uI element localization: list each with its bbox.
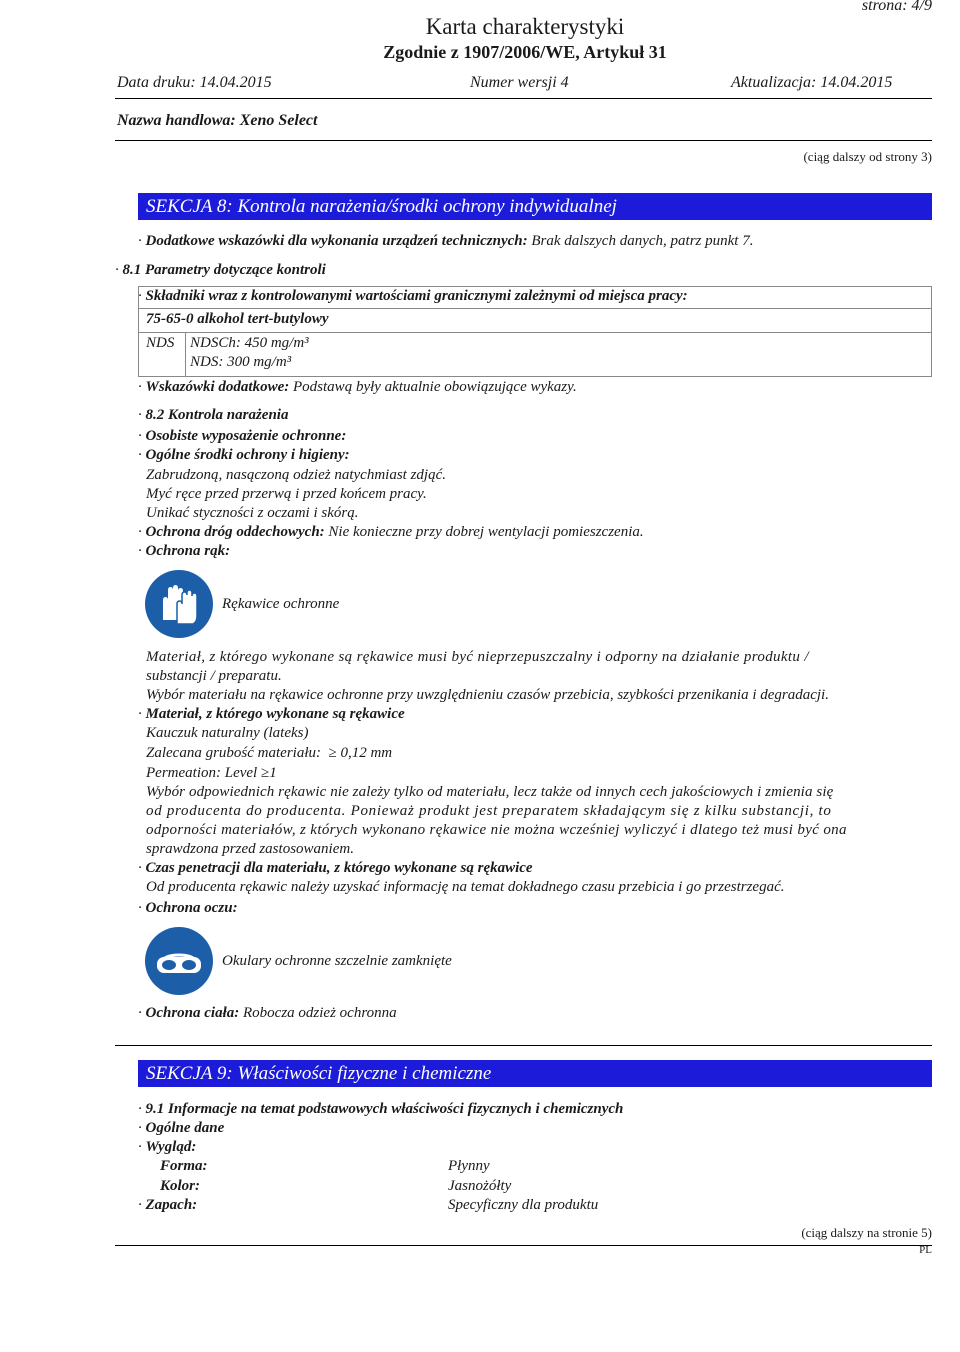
color-label: Kolor: — [160, 1178, 201, 1194]
appearance-label: · Wygląd: — [138, 1139, 197, 1155]
material-text-1: Materiał, z którego wykonane są rękawice musi być nieprzepuszczalny i odporny na działanie produktu / — [146, 649, 809, 665]
general-data-label: · Ogólne dane — [138, 1120, 225, 1136]
additional-hints-label: Dodatkowe wskazówki dla wykonania urządzeń technicznych: — [145, 233, 528, 249]
subsection-8-1: · 8.1 Parametry dotyczące kontroli — [115, 262, 326, 278]
trade-name-divider — [115, 140, 932, 141]
box-divider-2 — [138, 332, 932, 333]
ndsch-value: NDSCh: 450 mg/m³ — [190, 335, 309, 351]
material-text-3: Wybór materiału na rękawice ochronne przy uwzględnieniu czasów przebicia, szybkości przenikania i degradacji. — [146, 687, 829, 703]
print-date: Data druku: 14.04.2015 — [117, 74, 272, 91]
trade-name: Nazwa handlowa: Xeno Select — [117, 112, 318, 129]
odor-value: Specyficzny dla produktu — [448, 1197, 599, 1213]
continued-to-note: (ciąg dalszy na stronie 5) — [801, 1225, 932, 1240]
choice-line-3: odporności materiałów, z których wykonano rękawice nie można wcześniej wyliczyć i dlatego też musi być ona — [146, 822, 847, 838]
version-number: Numer wersji 4 — [470, 74, 569, 91]
general-hygiene-label: · Ogólne środki ochrony i higieny: — [138, 447, 350, 463]
section-8-header: SEKCJA 8: Kontrola narażenia/środki ochrony indywidualnej — [138, 193, 932, 220]
additional-hints-value: Brak dalszych danych, patrz punkt 7. — [531, 233, 754, 249]
components-label: · Składniki wraz z kontrolowanymi wartościami granicznymi zależnymi od miejsca pracy: — [138, 288, 688, 304]
penetration-value: Od producenta rękawic należy uzyskać informację na temat dokładnego czasu przebicia i go przestrzegać. — [146, 879, 785, 895]
footer-divider — [115, 1245, 932, 1246]
glove-material-label: · Materiał, z którego wykonane są rękawice — [138, 706, 405, 722]
permeation-row: Permeation: Level ≥1 — [146, 765, 277, 781]
rubber-material: Kauczuk naturalny (lateks) — [146, 725, 309, 741]
choice-line-2: od producenta do producenta. Ponieważ produkt jest preparatem składającym się z kilku substancji, to — [146, 803, 832, 819]
substance-name: 75-65-0 alkohol tert-butylowy — [146, 311, 329, 327]
language-code: PL — [919, 1244, 932, 1256]
hints-row: · Wskazówki dodatkowe: Podstawą były aktualnie obowiązujące wykazy. — [138, 379, 577, 395]
continued-from-note: (ciąg dalszy od strony 3) — [803, 149, 932, 164]
subsection-8-2: · 8.2 Kontrola narażenia — [138, 407, 289, 423]
goggles-icon — [145, 927, 213, 995]
goggles-caption: Okulary ochronne szczelnie zamknięte — [222, 953, 452, 969]
page-number: strona: 4/9 — [861, 0, 932, 14]
additional-hints-row: · Dodatkowe wskazówki dla wykonania urządzeń technicznych: Brak dalszych danych, patrz punkt 7. — [138, 233, 754, 249]
material-text-2: substancji / preparatu. — [146, 668, 282, 684]
header-divider — [115, 98, 932, 99]
form-value: Płynny — [448, 1158, 490, 1174]
choice-line-4: sprawdzona przed zastosowaniem. — [146, 841, 354, 857]
eye-protection-label: · Ochrona oczu: — [138, 900, 238, 916]
color-value: Jasnożółty — [448, 1178, 512, 1194]
hygiene-line-3: Unikać styczności z oczami i skórą. — [146, 505, 359, 521]
document-subtitle: Zgodnie z 1907/2006/WE, Artykuł 31 — [383, 42, 667, 62]
nds-column-divider — [185, 332, 186, 377]
gte-icon: ≥ — [324, 745, 341, 761]
nds-value: NDS: 300 mg/m³ — [190, 354, 292, 370]
gte-icon: ≥ — [260, 765, 270, 781]
respiratory-row: · Ochrona dróg oddechowych: Nie konieczne przy dobrej wentylacji pomieszczenia. — [138, 524, 644, 540]
choice-line-1: Wybór odpowiednich rękawic nie zależy tylko od materiału, lecz także od innych cech jakościowych i zmienia się — [146, 784, 834, 800]
subsection-9-1: · 9.1 Informacje na temat podstawowych właściwości fizycznych i chemicznych — [138, 1101, 624, 1117]
hand-protection-label: · Ochrona rąk: — [138, 543, 231, 559]
gloves-caption: Rękawice ochronne — [222, 596, 340, 612]
odor-label: · Zapach: — [138, 1197, 198, 1213]
section-9-header: SEKCJA 9: Właściwości fizyczne i chemiczne — [138, 1060, 932, 1087]
body-protection-row: · Ochrona ciała: Robocza odzież ochronna — [138, 1005, 397, 1021]
document-title: Karta charakterystyki — [425, 14, 625, 39]
form-label: Forma: — [160, 1158, 208, 1174]
nds-label: NDS — [146, 335, 175, 351]
gloves-icon — [145, 570, 213, 638]
ppe-label: · Osobiste wyposażenie ochronne: — [138, 428, 347, 444]
box-divider — [138, 308, 932, 309]
penetration-label: · Czas penetracji dla materiału, z którego wykonane są rękawice — [138, 860, 533, 876]
section-divider — [115, 1045, 932, 1046]
hygiene-line-1: Zabrudzoną, nasączoną odzież natychmiast zdjąć. — [146, 467, 446, 483]
thickness-row: Zalecana grubość materiału: ≥ 0,12 mm — [146, 745, 393, 761]
update-date: Aktualizacja: 14.04.2015 — [731, 74, 893, 91]
hygiene-line-2: Myć ręce przed przerwą i przed końcem pracy. — [146, 486, 427, 502]
